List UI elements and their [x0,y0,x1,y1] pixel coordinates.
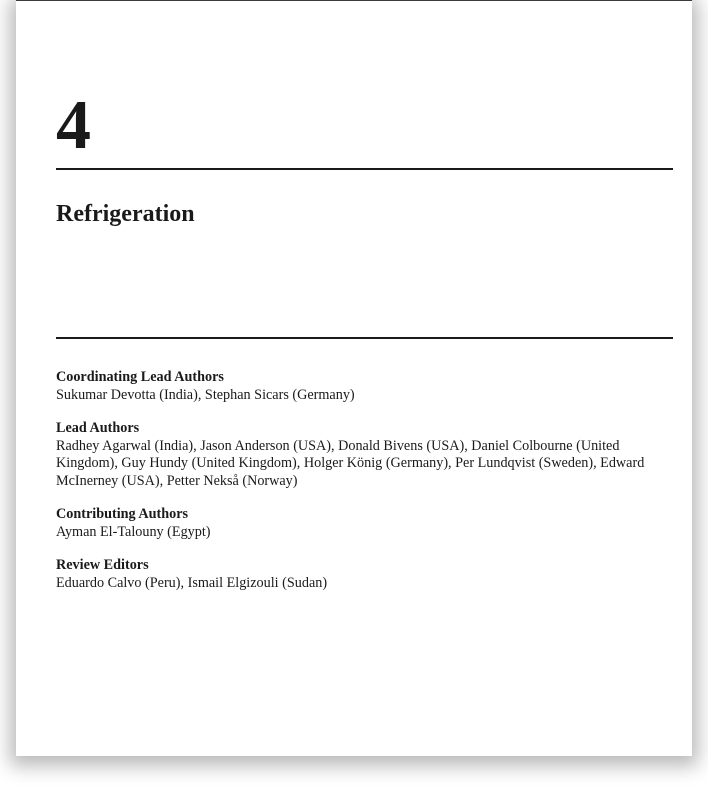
document-page [16,0,692,756]
credit-names: Sukumar Devotta (India), Stephan Sicars (Germany) [56,386,355,403]
credit-names: Radhey Agarwal (India), Jason Anderson (USA), Donald Bivens (USA), Daniel Colbourne (United Kingdom), Guy Hundy (United Kingdom), Holger König (Germany), Per Lundqvist (Sweden), Edward McInerney (USA), Petter Nekså (Norway) [56,437,645,489]
credit-group-contributing-authors [56,506,661,541]
credit-heading: Review Editors [56,557,149,573]
chapter-number: 4 [56,87,90,164]
credit-names: Ayman El-Talouny (Egypt) [56,523,211,540]
credit-group-review-editors [56,557,661,592]
divider-top [56,168,673,170]
credit-heading: Lead Authors [56,420,140,436]
credit-heading: Contributing Authors [56,506,189,522]
chapter-title: Refrigeration [56,201,195,227]
credit-names: Eduardo Calvo (Peru), Ismail Elgizouli (Sudan) [56,574,328,591]
credit-heading: Coordinating Lead Authors [56,369,224,385]
page-top-edge [16,0,692,1]
credit-group-lead-authors [56,420,661,490]
credit-group-coordinating-lead-authors [56,369,661,404]
divider-bottom [56,337,673,339]
author-credits [56,369,661,608]
